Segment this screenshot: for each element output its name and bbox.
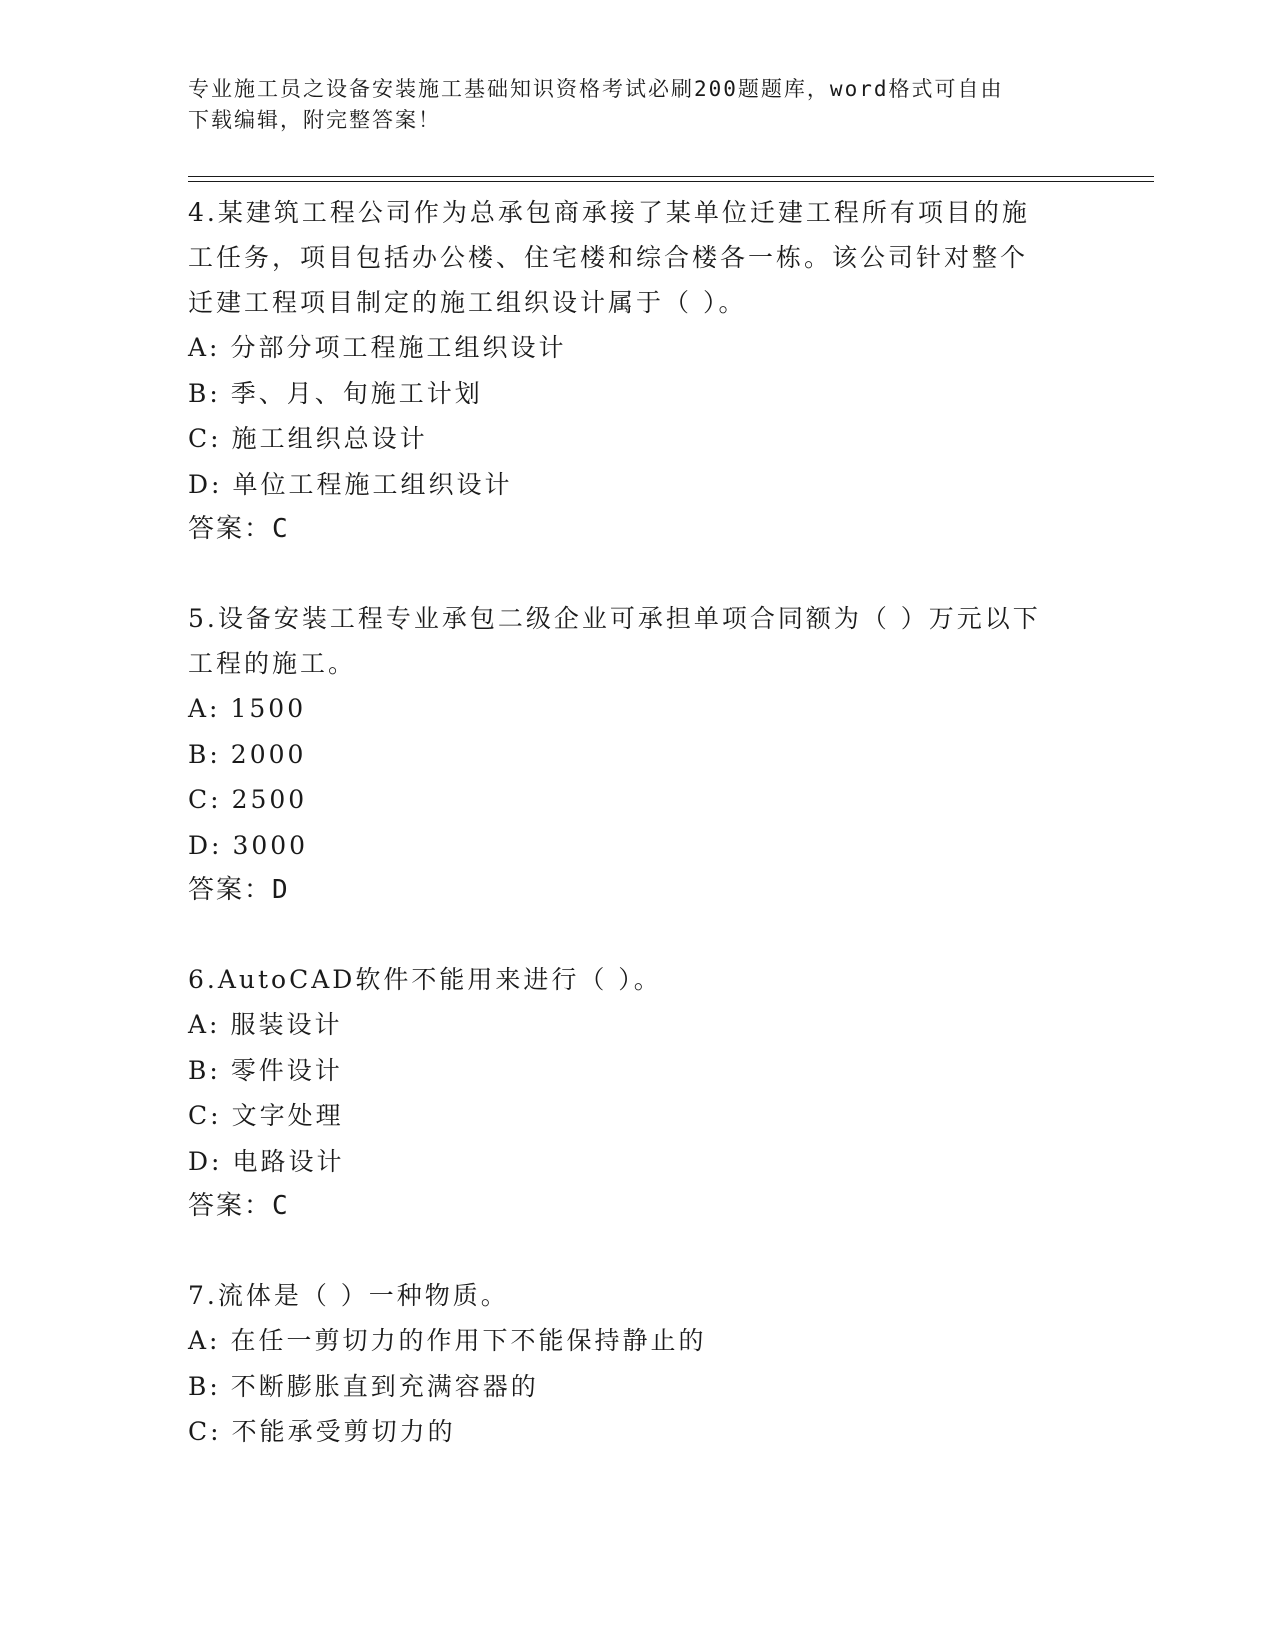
question-block	[188, 957, 1088, 1229]
answer-option	[188, 777, 1088, 823]
option-text: 不断膨胀直到充满容器的	[230, 1371, 539, 1401]
answer-option	[188, 371, 1088, 417]
header-rule-top	[188, 176, 1154, 177]
option-key: C:	[188, 785, 222, 814]
answer-option	[188, 686, 1088, 732]
option-text: 单位工程施工组织设计	[232, 469, 513, 499]
document-header	[188, 74, 1088, 136]
option-text: 在任一剪切力的作用下不能保持静止的	[230, 1326, 707, 1355]
question-block	[188, 596, 1088, 913]
option-key: B:	[188, 739, 221, 769]
answer-option	[188, 1002, 1088, 1048]
question-text-line: 工任务，项目包括办公楼、住宅楼和综合楼各一栋。该公司针对整个	[188, 243, 1029, 272]
option-key: C:	[188, 424, 222, 453]
option-text: 零件设计	[230, 1055, 343, 1085]
option-text: 2000	[230, 739, 307, 769]
option-key: A:	[188, 333, 221, 362]
option-key: D:	[188, 830, 223, 860]
answer-option	[188, 462, 1088, 508]
question-list	[188, 190, 1088, 1499]
answer-line: 答案：C	[188, 1191, 290, 1221]
option-text: 分部分项工程施工组织设计	[230, 333, 567, 362]
answer-option	[188, 1318, 1088, 1364]
answer-option	[188, 325, 1088, 371]
question-text-line: 工程的施工。	[188, 649, 357, 678]
option-key: B:	[188, 378, 221, 408]
question-text-line: 4.某建筑工程公司作为总承包商承接了某单位迁建工程所有项目的施	[188, 198, 1030, 227]
answer-line: 答案：D	[188, 875, 290, 905]
answer-option	[188, 1139, 1088, 1185]
answer-line: 答案：C	[188, 514, 290, 544]
option-key: B:	[188, 1371, 221, 1401]
question-block	[188, 1273, 1088, 1455]
question-text-line: 6.AutoCAD软件不能用来进行（ ）。	[188, 965, 662, 994]
option-key: A:	[188, 694, 221, 723]
answer-option	[188, 1409, 1088, 1455]
option-text: 3000	[232, 830, 309, 860]
answer-option	[188, 1364, 1088, 1410]
header-line-2: 下载编辑，附完整答案！	[188, 108, 441, 132]
option-key: D:	[188, 469, 223, 499]
option-key: D:	[188, 1146, 223, 1176]
option-text: 2500	[231, 785, 308, 814]
question-text-line: 7.流体是（ ）一种物质。	[188, 1281, 509, 1310]
option-text: 文字处理	[231, 1101, 344, 1130]
question-text-line: 迁建工程项目制定的施工组织设计属于（ ）。	[188, 288, 747, 317]
option-key: C:	[188, 1101, 222, 1130]
answer-option	[188, 1093, 1088, 1139]
option-text: 电路设计	[232, 1146, 345, 1176]
header-line-1: 专业施工员之设备安装施工基础知识资格考试必刷200题题库，word格式可自由	[188, 77, 1004, 101]
option-key: C:	[188, 1417, 222, 1446]
option-text: 施工组织总设计	[231, 424, 428, 453]
answer-option	[188, 732, 1088, 778]
option-key: A:	[188, 1010, 221, 1039]
option-key: B:	[188, 1055, 221, 1085]
question-block	[188, 190, 1088, 552]
header-rule-bottom	[188, 181, 1154, 182]
option-text: 季、月、旬施工计划	[230, 378, 483, 408]
question-text-line: 5.设备安装工程专业承包二级企业可承担单项合同额为（ ）万元以下	[188, 604, 1041, 633]
answer-option	[188, 416, 1088, 462]
answer-option	[188, 1048, 1088, 1094]
option-text: 服装设计	[230, 1010, 343, 1039]
option-text: 不能承受剪切力的	[231, 1417, 456, 1446]
option-key: A:	[188, 1326, 221, 1355]
option-text: 1500	[230, 694, 307, 723]
answer-option	[188, 823, 1088, 869]
